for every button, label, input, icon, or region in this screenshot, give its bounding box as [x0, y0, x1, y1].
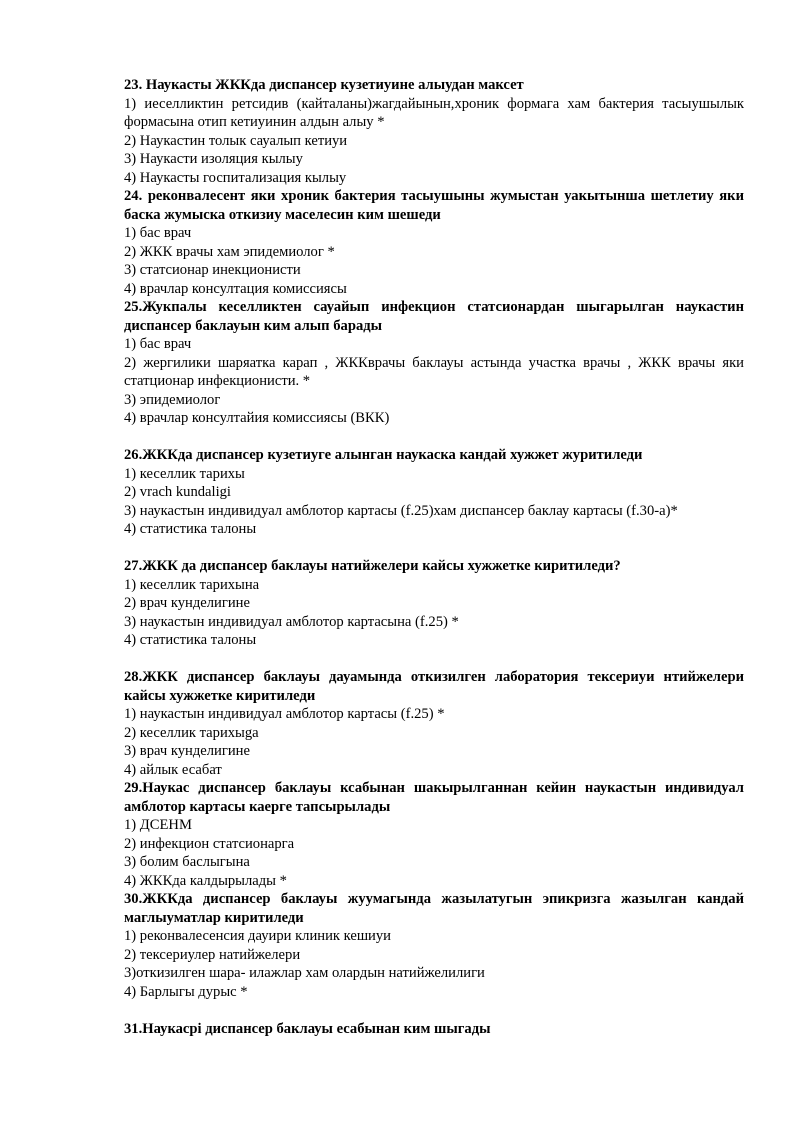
question-title: 29.Наукас диспансер баклауы ксабынан шакырылганнан кейин наукастын индивидуал амблотор картасы каерге тапсырылады — [124, 780, 744, 815]
answer-option: 4) ЖККда калдырылады * — [124, 872, 287, 889]
answer-option: 1) ДСЕНМ — [124, 817, 192, 833]
answer-option: 2) ЖКК врачы хам эпидемиолог * — [124, 243, 335, 260]
answer-option: 3) Наукасти изоляция кылыу — [124, 151, 303, 167]
answer-option: 4) Барлыгы дурыс * — [124, 983, 248, 1000]
question-24 — [124, 187, 744, 298]
question-title: 31.Наукасрі диспансер баклауы есабынан ким шыгады — [124, 1020, 491, 1037]
question-23 — [124, 76, 744, 187]
question-title: 26.ЖККда диспансер кузетиуге алынган наукаска кандай хужжет журитиледи — [124, 447, 643, 463]
answer-option: 3) врач кунделигине — [124, 743, 250, 759]
answer-option: 4) статистика талоны — [124, 632, 257, 648]
answer-option: 3) наукастын индивидуал амблотор картасына (f.25) * — [124, 613, 459, 630]
question-29 — [124, 779, 744, 890]
answer-option: 1) реконвалесенсия дауири клиник кешиуи — [124, 928, 391, 944]
answer-option: 4) айлык есабат — [124, 761, 222, 778]
question-26 — [124, 446, 744, 539]
spacer — [124, 428, 744, 447]
answer-option: 2) тексериулер натийжелери — [124, 946, 301, 963]
answer-option: 1) иеселликтин ретсидив (кайталаны)жагдайынын,хроник формага хам бактерия тасыушылык формасына отип кетиуинин алдын алыу * — [124, 95, 744, 130]
question-27 — [124, 557, 744, 650]
answer-option: 1) наукастын индивидуал амблотор картасы (f.25) * — [124, 706, 445, 722]
answer-option: 4) врачлар консултация комиссиясы — [124, 280, 347, 297]
question-title: 23. Наукасты ЖККда диспансер кузетиуине алыудан максет — [124, 77, 524, 93]
answer-option: 4) Наукасты госпитализация кылыу — [124, 169, 347, 186]
document-page — [124, 76, 744, 1038]
spacer — [124, 539, 744, 558]
question-30 — [124, 890, 744, 1001]
answer-option: 1) бас врач — [124, 225, 192, 241]
question-31 — [124, 1020, 744, 1039]
question-title: 24. реконвалесент яки хроник бактерия тасыушыны жумыстан уакытынша шетлетиу яки баска жумыска откизиу маселесин ким шешеди — [124, 188, 744, 223]
spacer — [124, 1001, 744, 1020]
question-28 — [124, 668, 744, 779]
question-title: 30.ЖККда диспансер баклауы жуумагында жазылатугын эпикризга жазылган кандай маглыуматлар киритиледи — [124, 891, 744, 926]
answer-option: 2) инфекцион статсионарга — [124, 835, 295, 852]
answer-option: 1) кеселлик тарихына — [124, 576, 260, 593]
answer-option: 2) врач кунделигине — [124, 595, 250, 611]
answer-option: 2) кеселлик тарихыga — [124, 724, 259, 741]
answer-option: 3) болим баслыгына — [124, 854, 250, 870]
answer-option: 3) эпидемиолог — [124, 391, 221, 408]
answer-option: 4) врачлар консултайия комиссиясы (ВКК) — [124, 410, 390, 426]
answer-option: 2) Наукастин толык сауалып кетиуи — [124, 132, 348, 149]
answer-option: 3) наукастын индивидуал амблотор картасы (f.25)хам диспансер баклау картасы (f.30-a)* — [124, 502, 678, 519]
answer-option: 3)откизилген шара- илажлар хам олардын натийжелилиги — [124, 965, 485, 981]
question-25 — [124, 298, 744, 428]
answer-option: 1) бас врач — [124, 336, 192, 352]
question-title: 28.ЖКК диспансер баклауы дауамында откизилген лаборатория тексериуи нтийжелери кайсы хужжетке киритиледи — [124, 669, 744, 704]
answer-option: 2) жергилики шаряатка карап , ЖККврачы баклауы астында участка врачы , ЖКК врачы яки статционар инфекционисти. * — [124, 354, 744, 389]
answer-option: 1) кеселлик тарихы — [124, 465, 245, 482]
spacer — [124, 650, 744, 669]
answer-option: 4) статистика талоны — [124, 521, 257, 537]
answer-option: 3) статсионар инекционисти — [124, 262, 301, 278]
question-title: 25.Жукпалы кеселликтен сауайып инфекцион статсионардан шыгарылган наукастин диспансер баклауын ким алып барады — [124, 299, 744, 334]
question-title: 27.ЖКК да диспансер баклауы натийжелери кайсы хужжетке киритиледи? — [124, 558, 621, 574]
answer-option: 2) vrach kundaligi — [124, 484, 231, 500]
